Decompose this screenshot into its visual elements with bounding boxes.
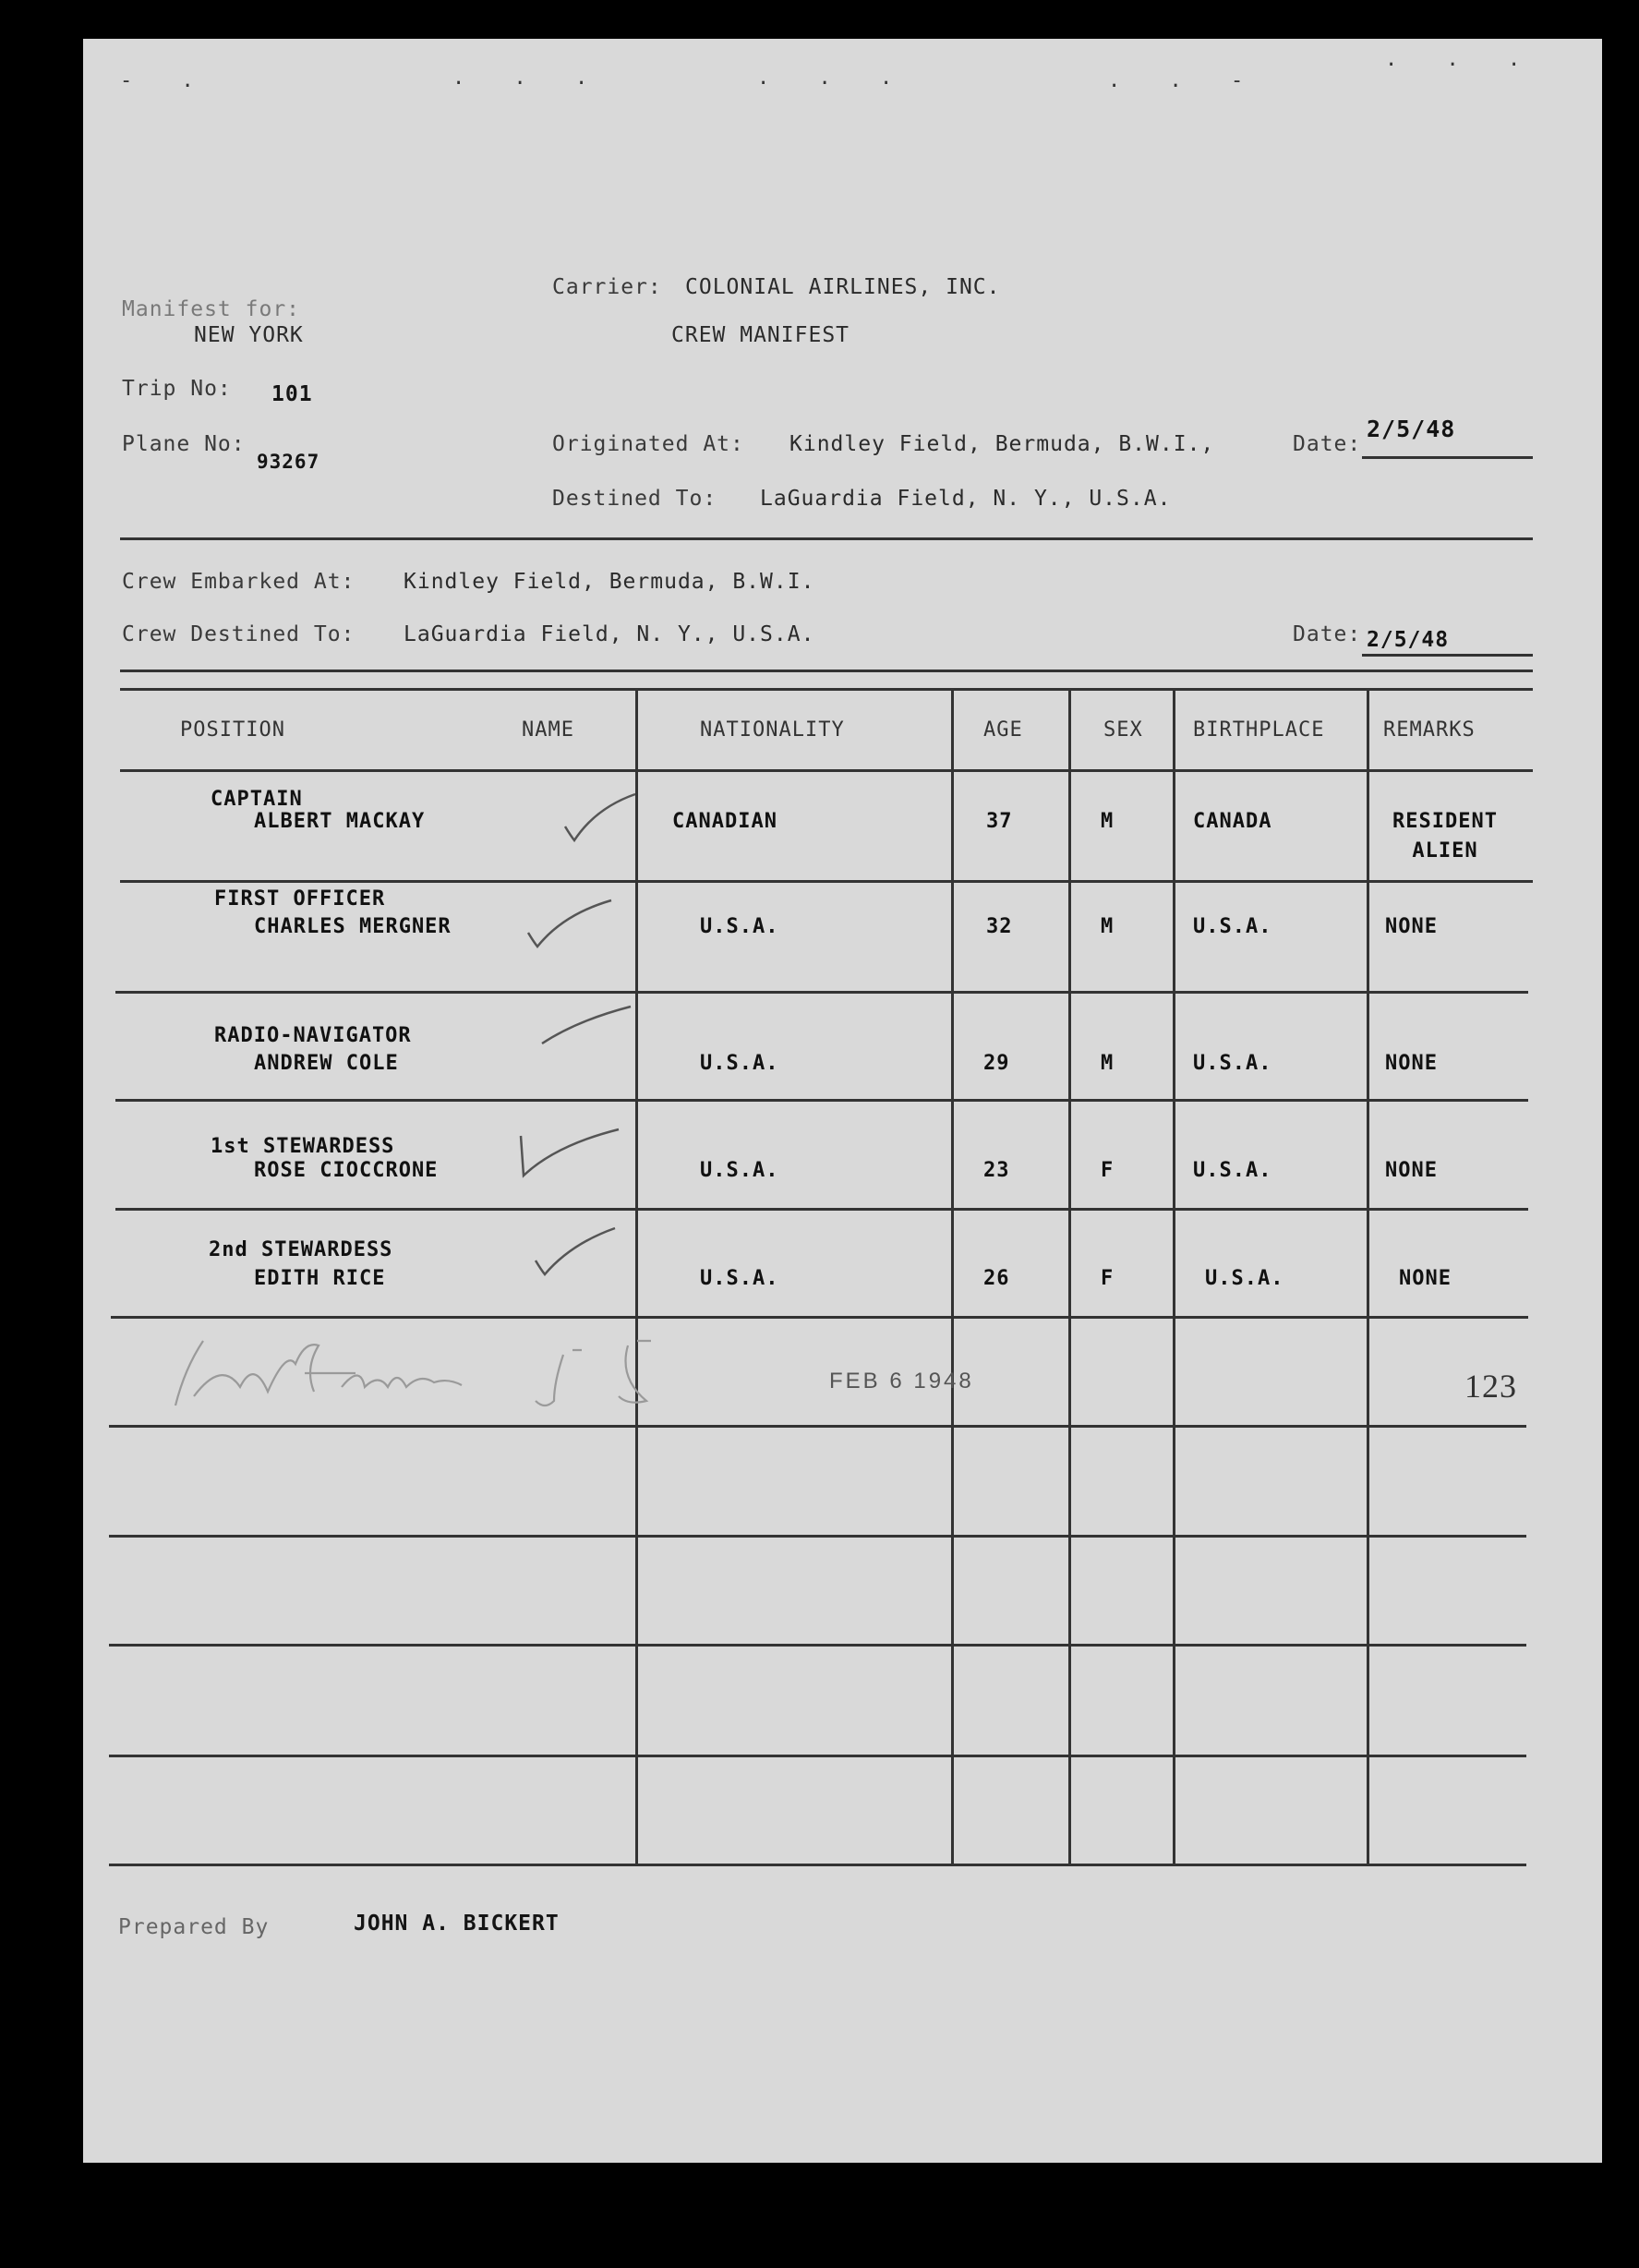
date-underline	[1362, 456, 1533, 459]
header-age: AGE	[983, 718, 1023, 742]
crew-birthplace: U.S.A.	[1193, 915, 1272, 938]
crew-age: 29	[983, 1052, 1010, 1075]
crew-remarks: RESIDENT ALIEN	[1392, 810, 1498, 863]
scan-marks: . . .	[757, 66, 911, 90]
checkmark-icon	[563, 790, 637, 845]
row-line	[109, 1864, 1526, 1866]
crew-name: EDITH RICE	[254, 1267, 386, 1290]
originated-label: Originated At:	[552, 432, 744, 456]
checkmark-icon	[534, 1224, 617, 1279]
date-value: 2/5/48	[1367, 416, 1456, 442]
crew-nationality: U.S.A.	[700, 915, 779, 938]
crew-position: RADIO-NAVIGATOR	[214, 1024, 412, 1047]
crew-remarks: NONE	[1385, 1052, 1438, 1075]
crew-name: ROSE CIOCCRONE	[254, 1159, 439, 1182]
row-line	[109, 1535, 1526, 1538]
col-divider-sex	[1173, 691, 1175, 1864]
crew-destined-value: LaGuardia Field, N. Y., U.S.A.	[404, 622, 815, 646]
col-divider-nationality	[951, 691, 954, 1864]
row-line	[109, 1425, 1526, 1428]
crew-embarked-value: Kindley Field, Bermuda, B.W.I.	[404, 570, 815, 594]
manifest-for-label: Manifest for:	[122, 297, 301, 321]
crew-remarks: NONE	[1385, 915, 1438, 938]
header-sex: SEX	[1103, 718, 1143, 742]
crew-date-label: Date:	[1293, 622, 1362, 646]
originated-value: Kindley Field, Bermuda, B.W.I.,	[789, 432, 1215, 456]
crew-remarks: NONE	[1385, 1159, 1438, 1182]
col-divider-name	[635, 691, 638, 1864]
row-line	[120, 880, 1533, 883]
manifest-for-value: NEW YORK	[194, 323, 304, 347]
crew-remarks: NONE	[1399, 1267, 1452, 1290]
header-name: NAME	[522, 718, 574, 742]
row-line	[111, 1316, 1528, 1319]
scan-marks: . . .	[452, 66, 607, 90]
checkmark-icon	[540, 1002, 633, 1048]
crew-position: 2nd STEWARDESS	[209, 1238, 393, 1261]
row-line	[109, 1644, 1526, 1647]
header-divider	[120, 537, 1533, 540]
prepared-label: Prepared By	[118, 1915, 270, 1939]
crew-sex: M	[1101, 810, 1115, 833]
date-label: Date:	[1293, 432, 1362, 456]
crew-nationality: U.S.A.	[700, 1052, 779, 1075]
checkmark-icon	[526, 896, 614, 951]
crew-nationality: CANADIAN	[672, 810, 777, 833]
header-position: POSITION	[180, 718, 285, 742]
crew-age: 26	[983, 1267, 1010, 1290]
carrier-value: COLONIAL AIRLINES, INC.	[685, 275, 1001, 299]
scan-marks: . . .	[1385, 48, 1539, 71]
crew-position: CAPTAIN	[211, 788, 303, 811]
col-divider-age	[1068, 691, 1071, 1864]
crew-age: 23	[983, 1159, 1010, 1182]
document-title: CREW MANIFEST	[671, 323, 850, 347]
crew-age: 37	[986, 810, 1013, 833]
plane-value: 93267	[257, 451, 320, 473]
scan-marks: . . -	[1108, 69, 1262, 92]
crew-birthplace: U.S.A.	[1193, 1052, 1272, 1075]
received-date-stamp: FEB 6 1948	[829, 1369, 974, 1393]
destined-value: LaGuardia Field, N. Y., U.S.A.	[760, 487, 1172, 511]
carrier-label: Carrier:	[552, 275, 662, 299]
crew-sex: F	[1101, 1159, 1115, 1182]
row-line	[120, 769, 1533, 772]
crew-position: 1st STEWARDESS	[211, 1135, 395, 1158]
trip-label: Trip No:	[122, 377, 232, 401]
trip-value: 101	[271, 382, 313, 406]
crew-nationality: U.S.A.	[700, 1159, 779, 1182]
row-line	[115, 1099, 1528, 1102]
checkmark-icon	[519, 1125, 621, 1180]
crew-name: ANDREW COLE	[254, 1052, 399, 1075]
crew-age: 32	[986, 915, 1013, 938]
header-birthplace: BIRTHPLACE	[1193, 718, 1325, 742]
crew-nationality: U.S.A.	[700, 1267, 779, 1290]
prepared-value: JOHN A. BICKERT	[354, 1912, 560, 1936]
crew-divider-1	[120, 670, 1533, 672]
crew-name: CHARLES MERGNER	[254, 915, 452, 938]
crew-divider-2	[120, 688, 1533, 691]
page-number: 123	[1464, 1368, 1517, 1405]
crew-embarked-label: Crew Embarked At:	[122, 570, 356, 594]
crew-position: FIRST OFFICER	[214, 887, 386, 911]
scan-marks: - .	[120, 69, 212, 92]
row-line	[115, 1208, 1528, 1211]
crew-name: ALBERT MACKAY	[254, 810, 426, 833]
signature	[166, 1332, 720, 1415]
crew-birthplace: U.S.A.	[1193, 1159, 1272, 1182]
crew-sex: M	[1101, 915, 1115, 938]
crew-date-underline	[1362, 654, 1533, 657]
crew-destined-label: Crew Destined To:	[122, 622, 356, 646]
header-remarks: REMARKS	[1383, 718, 1476, 742]
col-divider-birthplace	[1367, 691, 1369, 1864]
row-line	[115, 991, 1528, 994]
row-line	[109, 1755, 1526, 1757]
crew-sex: F	[1101, 1267, 1115, 1290]
plane-label: Plane No:	[122, 432, 246, 456]
destined-label: Destined To:	[552, 487, 717, 511]
header-nationality: NATIONALITY	[700, 718, 845, 742]
crew-birthplace: U.S.A.	[1205, 1267, 1284, 1290]
crew-date-value: 2/5/48	[1367, 628, 1450, 652]
crew-birthplace: CANADA	[1193, 810, 1272, 833]
crew-sex: M	[1101, 1052, 1115, 1075]
